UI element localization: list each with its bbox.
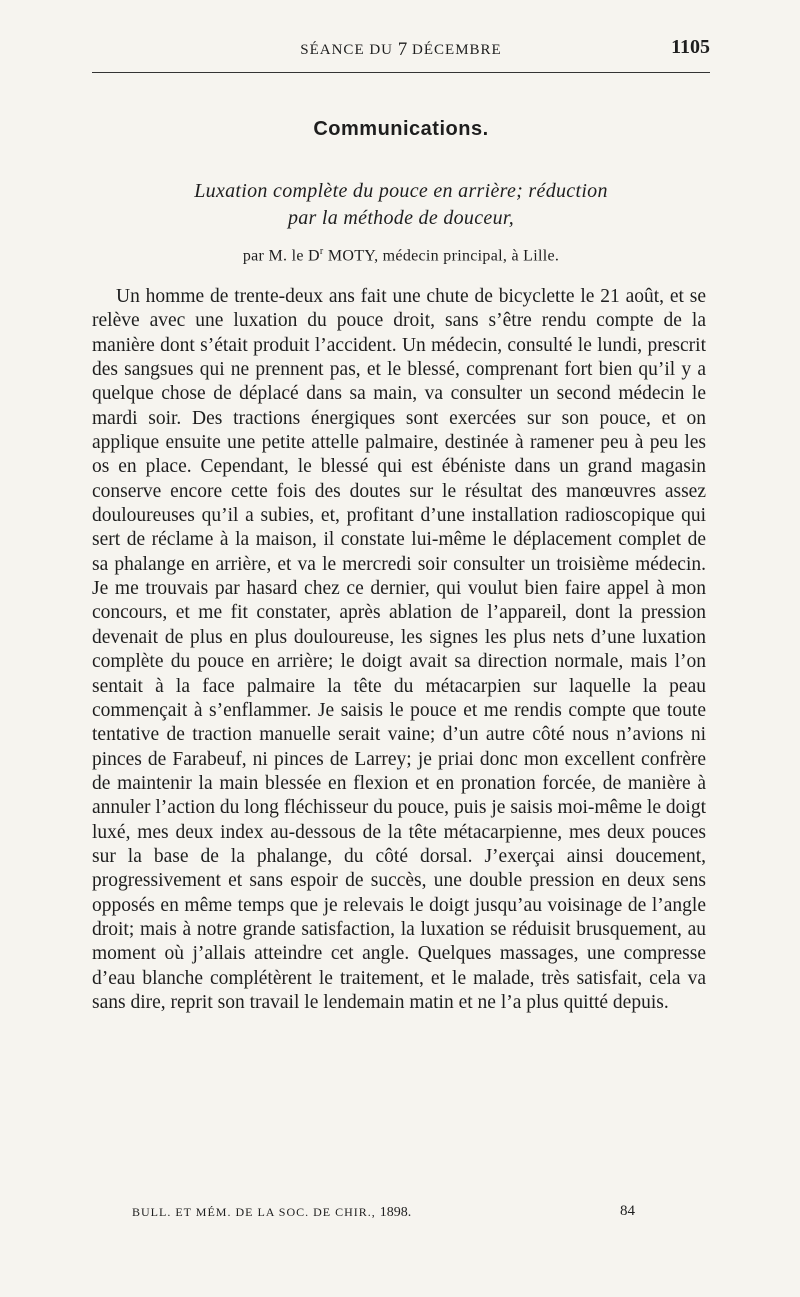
byline-start: par M. le D — [242, 247, 320, 265]
running-title-day: 7 — [397, 39, 408, 60]
section-title: Communications. — [313, 118, 489, 140]
article-body — [92, 285, 706, 1015]
footer-journal — [132, 1205, 411, 1221]
byline-superscript: r — [319, 246, 324, 257]
byline-end: MOTY, médecin principal, à Lille. — [323, 247, 560, 265]
running-title-suffix: DÉCEMBRE — [412, 42, 502, 58]
article-title — [92, 178, 710, 232]
page-number: 1105 — [671, 36, 710, 58]
body-paragraph: Un homme de trente-deux ans fait une chute de bicyclette le 21 août, et se relève avec une luxation du pouce droit, sans s’être rendu compte de la manière dont s’était produit l’accident. Un médecin, consulté le lundi, prescrit des sangsues qui ne prennent pas, et le blessé, comprenant fort bien qu’il y a quelque chose de déplacé dans sa main, va consulter un second médecin le mardi soir. Des tractions énergiques sont exercées sur son pouce, et on applique ensuite une petite attelle palmaire, destinée à ramener peu à peu les os en place. Cependant, le blessé qui est ébéniste dans un grand magasin conserve encore cette fois des doutes sur le résultat des manœuvres assez douloureuses qu’il a subies, et, profitant d’une installation radioscopique qui sert de réclame à la maison, il constate lui-même le déplacement complet de sa phalange en arrière, et va le mercredi soir consulter un troisième médecin. Je me trouvais par hasard chez ce dernier, qui voulut bien faire appel à mon concours, et me fit constater, après ablation de l’appareil, dont la pression devenait de plus en plus douloureuse, les signes les plus nets d’une luxation complète du pouce en arrière; le doigt avait sa direction normale, mais l’on sentait à la face palmaire la tête du métacarpien sur laquelle la peau commençait à s’enflammer. Je saisis le pouce et me rendis compte que toute tentative de traction manuelle serait vaine; d’un autre côté nous n’avions ni pinces de Farabeuf, ni pinces de Larrey; je priai donc mon excellent confrère de maintenir la main blessée en flexion et en pronation forcée, de manière à annuler l’action du long fléchisseur du pouce, puis je saisis moi-même le doigt luxé, mes deux index au-dessous de la tête métacarpienne, mes deux pouces sur la base de la phalange, du côté dorsal. J’exerçai ainsi doucement, progressivement et sans espoir de succès, une double pression en deux sens opposés en même temps que je relevais le doigt jusqu’au voisinage de l’angle droit; mais à notre grande satisfaction, la luxation se réduisit brusquement, au moment où j’allais atteindre cet angle. Quelques massages, une compresse d’eau blanche complétèrent le traitement, et le malade, très satisfait, cela va sans dire, reprit son travail le lendemain matin et ne l’a plus quitté depuis. — [92, 286, 706, 1013]
header-rule — [92, 72, 710, 73]
footer-journal-name: BULL. ET MÉM. DE LA SOC. DE CHIR., — [132, 1205, 376, 1219]
footer-year: 1898. — [379, 1205, 412, 1220]
footer-signature: 84 — [620, 1203, 635, 1219]
article-title-line-1: Luxation complète du pouce en arrière; réduction — [194, 180, 608, 202]
running-title — [92, 38, 710, 60]
running-title-prefix: SÉANCE DU — [300, 42, 394, 58]
running-head — [92, 36, 710, 58]
page-footer — [92, 1203, 710, 1223]
byline — [92, 246, 710, 265]
article-title-line-2: par la méthode de douceur, — [287, 207, 515, 229]
